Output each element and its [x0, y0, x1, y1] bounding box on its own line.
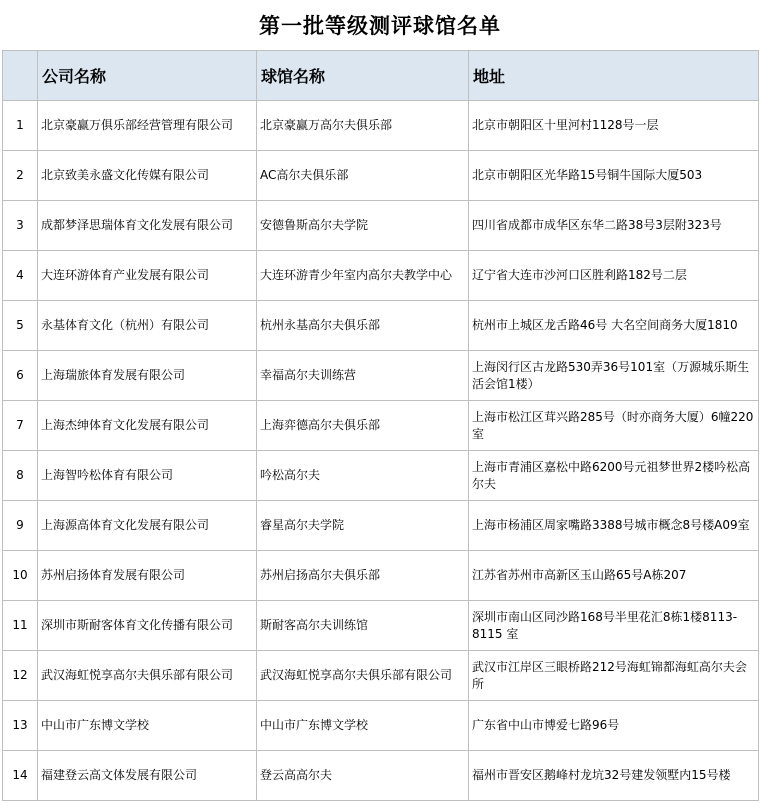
row-number: 7 — [3, 401, 38, 451]
row-number: 8 — [3, 451, 38, 501]
company-name-cell: 上海智吟松体育有限公司 — [38, 451, 257, 501]
address-cell: 北京市朝阳区光华路15号铜牛国际大厦503 — [469, 151, 759, 201]
table-row — [3, 301, 759, 351]
row-number: 14 — [3, 751, 38, 801]
company-name-cell: 苏州启扬体育发展有限公司 — [38, 551, 257, 601]
header-index — [3, 51, 38, 101]
address-cell: 四川省成都市成华区东华二路38号3层附323号 — [469, 201, 759, 251]
address-cell: 上海闵行区古龙路530弄36号101室（万源城乐斯生活会馆1楼） — [469, 351, 759, 401]
row-number: 3 — [3, 201, 38, 251]
row-number: 1 — [3, 101, 38, 151]
company-name-cell: 中山市广东博文学校 — [38, 701, 257, 751]
header-venue: 球馆名称 — [257, 51, 469, 101]
row-number: 6 — [3, 351, 38, 401]
address-cell: 北京市朝阳区十里河村1128号一层 — [469, 101, 759, 151]
address-cell: 江苏省苏州市高新区玉山路65号A栋207 — [469, 551, 759, 601]
company-name-cell: 上海杰绅体育文化发展有限公司 — [38, 401, 257, 451]
row-number: 5 — [3, 301, 38, 351]
venue-table — [2, 50, 759, 801]
venue-name-cell: 大连环游青少年室内高尔夫教学中心 — [257, 251, 469, 301]
table-row — [3, 751, 759, 801]
company-name-cell: 福建登云高文体发展有限公司 — [38, 751, 257, 801]
address-cell: 上海市杨浦区周家嘴路3388号城市概念8号楼A09室 — [469, 501, 759, 551]
address-cell: 武汉市江岸区三眼桥路212号海虹锦都海虹高尔夫会所 — [469, 651, 759, 701]
table-row — [3, 651, 759, 701]
page-title: 第一批等级测评球馆名单 — [259, 14, 501, 38]
address-cell: 上海市松江区茸兴路285号（时亦商务大厦）6幢220室 — [469, 401, 759, 451]
venue-name-cell: 斯耐客高尔夫训练馆 — [257, 601, 469, 651]
table-row — [3, 351, 759, 401]
venue-name-cell: 武汉海虹悦享高尔夫俱乐部有限公司 — [257, 651, 469, 701]
table-row — [3, 501, 759, 551]
table-row — [3, 701, 759, 751]
row-number: 2 — [3, 151, 38, 201]
company-name-cell: 永基体育文化（杭州）有限公司 — [38, 301, 257, 351]
company-name-cell: 大连环游体育产业发展有限公司 — [38, 251, 257, 301]
venue-name-cell: 北京豪赢万高尔夫俱乐部 — [257, 101, 469, 151]
company-name-cell: 上海瑞旅体育发展有限公司 — [38, 351, 257, 401]
venue-name-cell: 睿星高尔夫学院 — [257, 501, 469, 551]
table-row — [3, 401, 759, 451]
company-name-cell: 成都梦泽思瑞体育文化发展有限公司 — [38, 201, 257, 251]
venue-name-cell: 吟松高尔夫 — [257, 451, 469, 501]
venue-name-cell: 上海弈德高尔夫俱乐部 — [257, 401, 469, 451]
table-row — [3, 101, 759, 151]
address-cell: 深圳市南山区同沙路168号半里花汇8栋1楼8113-8115 室 — [469, 601, 759, 651]
company-name-cell: 北京致美永盛文化传媒有限公司 — [38, 151, 257, 201]
venue-name-cell: 安德鲁斯高尔夫学院 — [257, 201, 469, 251]
company-name-cell: 上海源高体育文化发展有限公司 — [38, 501, 257, 551]
address-cell: 杭州市上城区龙舌路46号 大名空间商务大厦1810 — [469, 301, 759, 351]
venue-name-cell: 杭州永基高尔夫俱乐部 — [257, 301, 469, 351]
table-row — [3, 151, 759, 201]
row-number: 9 — [3, 501, 38, 551]
address-cell: 福州市晋安区鹅峰村龙坑32号建发领墅内15号楼 — [469, 751, 759, 801]
row-number: 11 — [3, 601, 38, 651]
venue-name-cell: 中山市广东博文学校 — [257, 701, 469, 751]
table-row — [3, 451, 759, 501]
venue-name-cell: 幸福高尔夫训练营 — [257, 351, 469, 401]
company-name-cell: 深圳市斯耐客体育文化传播有限公司 — [38, 601, 257, 651]
header-company: 公司名称 — [38, 51, 257, 101]
venue-name-cell: 登云高高尔夫 — [257, 751, 469, 801]
company-name-cell: 北京豪赢万俱乐部经营管理有限公司 — [38, 101, 257, 151]
table-header-row — [3, 51, 759, 101]
table-row — [3, 601, 759, 651]
row-number: 13 — [3, 701, 38, 751]
address-cell: 辽宁省大连市沙河口区胜利路182号二层 — [469, 251, 759, 301]
row-number: 4 — [3, 251, 38, 301]
table-row — [3, 551, 759, 601]
row-number: 12 — [3, 651, 38, 701]
header-address: 地址 — [469, 51, 759, 101]
venue-name-cell: AC高尔夫俱乐部 — [257, 151, 469, 201]
address-cell: 广东省中山市博爱七路96号 — [469, 701, 759, 751]
address-cell: 上海市青浦区嘉松中路6200号元祖梦世界2楼吟松高尔夫 — [469, 451, 759, 501]
venue-name-cell: 苏州启扬高尔夫俱乐部 — [257, 551, 469, 601]
row-number: 10 — [3, 551, 38, 601]
company-name-cell: 武汉海虹悦享高尔夫俱乐部有限公司 — [38, 651, 257, 701]
table-row — [3, 201, 759, 251]
table-row — [3, 251, 759, 301]
